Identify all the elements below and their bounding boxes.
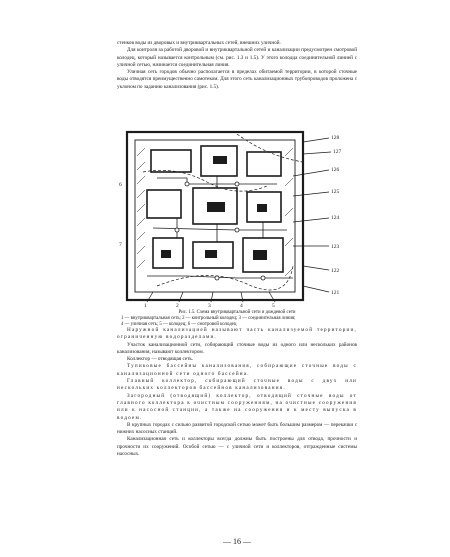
callout-label: 122 [331, 268, 340, 274]
paragraph: Главный коллектор, собирающий сточные воды с двух или нескольких коллекторов бассейнов канализования. [117, 378, 357, 392]
caption-title: Рис. 1.5. Схема внутриквартальной сети и дождевой сети [178, 310, 296, 315]
paragraph: Участок канализационной сети, собирающий сточные воды из одного или нескольких районов канализования, называют коллектором. [117, 341, 357, 355]
callout-label: 124 [331, 215, 340, 221]
caption-legend-line: 1 — внутриквартальная сеть; 2 — контрольный колодец; 3 — соединительная линия; [121, 315, 296, 321]
paragraph: Наружной канализацией называют часть канализуемой территории, ограниченную водоразделами. [117, 327, 357, 341]
figure-caption [117, 310, 357, 327]
callout-label: 7 [119, 242, 122, 248]
callout-label: 4 [240, 303, 243, 308]
paragraph: Загородный (отводящий) коллектор, отводящий сточные воды от главного коллектора к очистным сооружениям, на очистные сооружения или к насосной станции, а также на сооружения и к месту выпуска в водоем. [117, 392, 357, 421]
sewer-network-diagram [117, 126, 357, 308]
callout-label: 5 [272, 303, 275, 308]
callout-label: 121 [331, 290, 340, 296]
caption-legend-line: 4 — уличная сеть; 5 — колодец; 6 — смотровой колодец [121, 321, 237, 327]
callout-label: 126 [331, 167, 340, 173]
paragraph: Коллектор — отводящая сеть. [127, 356, 194, 363]
callout-label: 1 [144, 303, 147, 308]
text-block-bottom [117, 327, 357, 458]
callout-label: 123 [331, 244, 340, 250]
paragraph: стенков воды из дворовых и внутриквартальных сетей, внешних уличной. [117, 40, 281, 46]
callout-label: 127 [333, 149, 342, 155]
callout-label: 125 [331, 189, 340, 195]
paragraph: Канализационная сеть и коллекторы всегда должны быть построены для отвода, прочности и прочности их сооружений. Особой сетью — с уличной сети и коллекторов, отгражденные системы насосных. [117, 436, 357, 458]
paragraph: Для контроля за работой дворовой и внутриквартальной сетей и канализации предусмотрен смотровой колодец, который называется контрольным (см. рис. 1.3 и 1.5). У этого колодца соединительной линией с уличной сетью, начинается соединительная линия. [117, 47, 357, 68]
paragraph: Уличная сеть городов обычно располагается в пределах обитаемой территории, в которой сточные воды отводятся преимущественно самотеком. Для этого сеть канализационных трубопроводов проложена с уклоном по заданию канализования (рис. 1.5). [117, 69, 357, 90]
page-number: — 16 — [223, 537, 251, 546]
callout-label: 128 [331, 135, 340, 141]
paragraph: Тупиковые бассейны канализования, собирающие сточные воды с канализационной сети одного бассейна. [117, 363, 357, 377]
paragraph: В крупных городах с сильно развитой городской сетью может быть большим размером — перекачки с нижних насосных станций. [117, 421, 357, 436]
text-block-top [117, 40, 357, 91]
diagram-callouts [119, 135, 342, 308]
callout-label: 2 [176, 303, 179, 308]
callout-label: 3 [208, 303, 211, 308]
callout-label: 6 [119, 182, 122, 188]
